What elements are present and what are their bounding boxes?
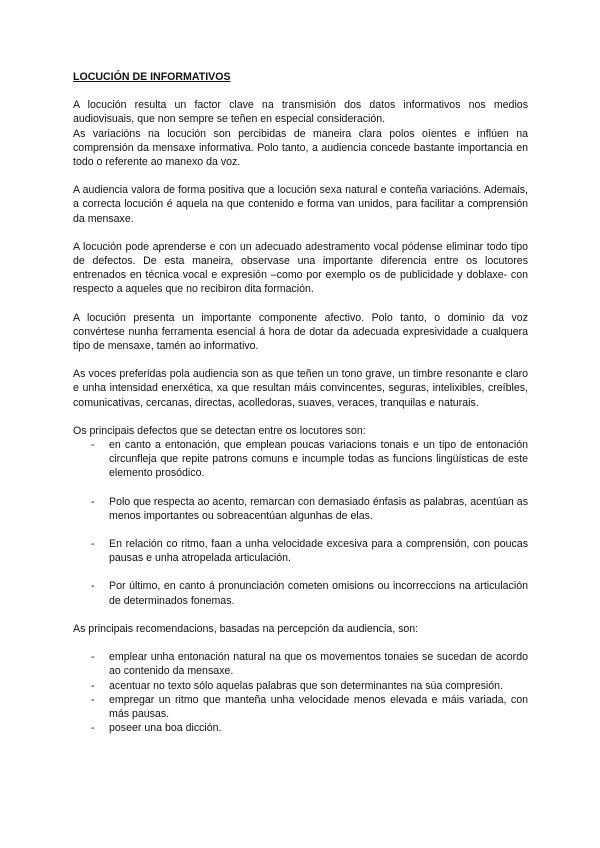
dash-bullet: - <box>91 679 95 692</box>
paragraph: A locución presenta un importante componente afectivo. Polo tanto, o dominio da voz convértese nunha ferramenta esencial á hora de dotar da adecuada expresividade a cualquera tipo de mensaxe, tamén ao informativo. <box>73 311 528 353</box>
dash-bullet: - <box>91 580 95 593</box>
list-item-text: emplear unha entonación natural na que os movementos tonaies se sucedan de acordo ao contenido da mensaxe. <box>109 651 528 678</box>
document-page <box>73 70 528 735</box>
list-item-text: Por último, en canto á pronunciación cometen omisions ou incorreccions na articulación de determinados fonemas. <box>109 580 528 607</box>
list-item <box>73 679 528 693</box>
list-item-text: en canto a entonación, que emplean poucas variacions tonais e un tipo de entonación circunfleja que repite patrons comuns e incumple todas as funcions lingüísticas de este elemento prosódico. <box>109 439 528 480</box>
document-title: LOCUCIÓN DE INFORMATIVOS <box>73 71 231 83</box>
list-item <box>73 438 528 481</box>
defects-intro: Os principais defectos que se detectan entre os locutores son: <box>73 424 366 437</box>
dash-bullet: - <box>91 495 95 508</box>
list-item <box>73 650 528 678</box>
recommendations-intro: As principais recomendacions, basadas na percepción da audiencia, son: <box>73 622 419 635</box>
dash-bullet: - <box>91 439 95 452</box>
list-item-text: En relación co ritmo, faan a unha velocidade excesiva para a comprensión, con poucas pausas e unha atropelada articulación. <box>109 538 528 565</box>
paragraph: A audiencia valora de forma positiva que a locución sexa natural e conteña variacións. Ademais, a correcta locución é aquela na que contenido e forma van unidos, para facilitar a comprensión da mensaxe. <box>73 184 528 225</box>
list-item-text: acentuar no texto sólo aquelas palabras que son determinantes na súa compresión. <box>109 679 503 692</box>
list-item <box>73 495 528 523</box>
paragraph: A locución resulta un factor clave na transmisión dos datos informativos nos medios audiovisuais, que non sempre se teñen en especial consideración. <box>73 99 528 126</box>
paragraph: A locución pode aprenderse e con un adecuado adestramento vocal pódense eliminar todo tipo de defectos. De esta maneira, observase una importante diferencia entre os locutores entrenados en técnica vocal e expresión –como por exemplo os de publicidade y doblaxe- con respecto a aqueles que no recibiron dita formación. <box>73 240 528 296</box>
list-item <box>73 579 528 607</box>
dash-bullet: - <box>91 722 95 735</box>
recommendations-list <box>73 650 528 735</box>
dash-bullet: - <box>91 693 95 706</box>
dash-bullet: - <box>91 651 95 664</box>
dash-bullet: - <box>91 538 95 551</box>
defects-list <box>73 438 528 608</box>
paragraph: As voces preferidas pola audiencia son as que teñen un tono grave, un timbre resonante e claro e unha intensidad enerxética, xa que resultan máis convincentes, seguras, intelixibles, creíbles, comunicativas, cercanas, directas, acolledoras, suaves, veraces, tranquilas e naturais. <box>73 368 528 409</box>
list-item-text: empregar un ritmo que manteña unha velocidade menos elevada e máis variada, con más pausas. <box>109 693 528 720</box>
list-item-text: poseer una boa dicción. <box>109 722 222 735</box>
list-item <box>73 721 528 735</box>
list-item <box>73 537 528 565</box>
paragraph: As variacións na locución son percibidas de maneira clara polos oíentes e inflúen na comprensión da mensaxe informativa. Polo tanto, a audiencia concede bastante importancia en todo o referente ao manexo da voz. <box>73 127 528 169</box>
list-item-text: Polo que respecta ao acento, remarcan con demasiado énfasis as palabras, acentúan as menos importantes ou sobreacentúan algunhas de elas. <box>109 495 528 522</box>
list-item <box>73 693 528 721</box>
